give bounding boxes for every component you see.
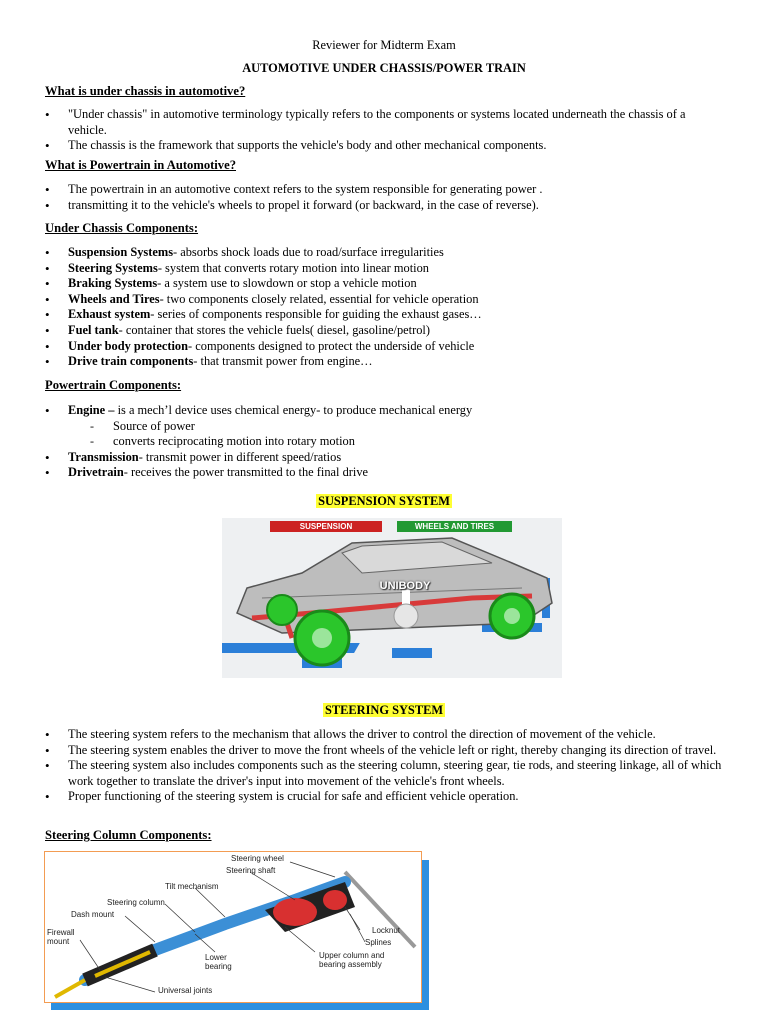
term: Suspension Systems <box>68 245 174 259</box>
list-item: • The steering system refers to the mechanism that allows the driver to control the direction of movement of the vehicle. <box>45 727 725 743</box>
list-item: • The powertrain in an automotive context refers to the system responsible for generating power . <box>45 182 725 198</box>
list-item <box>45 323 725 339</box>
list-item: • transmitting it to the vehicle's wheels to propel it forward (or backward, in the case of reverse). <box>45 198 725 214</box>
list-item: - Source of power <box>90 419 725 435</box>
steering-list <box>45 727 725 805</box>
desc: - series of components responsible for guiding the exhaust gases… <box>150 307 482 322</box>
powertrain-question: What is Powertrain in Automotive? <box>45 158 236 172</box>
diagram-shadow-bottom <box>51 1003 429 1010</box>
list-item <box>45 307 725 323</box>
engine-sublist <box>68 419 725 450</box>
desc: - receives the power transmitted to the final drive <box>123 465 369 480</box>
list-item <box>45 276 725 292</box>
doc-subtitle: AUTOMOTIVE UNDER CHASSIS/POWER TRAIN <box>242 61 526 75</box>
list-item <box>45 403 725 450</box>
under-chassis-components-heading: Under Chassis Components: <box>45 221 199 235</box>
under-chassis-list <box>45 107 725 154</box>
desc: - that transmit power from engine… <box>193 354 373 369</box>
list-item: • Proper functioning of the steering system is crucial for safe and efficient vehicle operation. <box>45 789 725 805</box>
label-firewall-mount: Firewall mount <box>47 928 75 946</box>
term: Exhaust system <box>68 307 151 322</box>
label-lower-bearing: Lower bearing <box>205 953 232 971</box>
list-item: • "Under chassis" in automotive terminology typically refers to the components or systems located underneath the chassis of a vehicle. <box>45 107 725 138</box>
under-chassis-question: What is under chassis in automotive? <box>45 84 246 98</box>
label-upper-column: Upper column and bearing assembly <box>319 951 385 969</box>
powertrain-components-list <box>45 403 725 481</box>
list-item <box>45 245 725 261</box>
unibody-label: UNIBODY <box>379 580 431 592</box>
powertrain-components-heading: Powertrain Components: <box>45 378 182 392</box>
steering-heading: STEERING SYSTEM <box>324 703 444 717</box>
steering-column-diagram <box>44 851 422 1003</box>
powertrain-list <box>45 182 725 213</box>
desc: - components designed to protect the underside of vehicle <box>188 338 475 353</box>
list-item <box>45 261 725 277</box>
desc: - a system use to slowdown or stop a vehicle motion <box>157 276 417 291</box>
unibody-car-image <box>222 518 562 678</box>
desc: - two components closely related, essential for vehicle operation <box>159 291 479 306</box>
desc: - transmit power in different speed/ratios <box>138 449 342 464</box>
doc-title: Reviewer for Midterm Exam <box>312 38 456 52</box>
term: Fuel tank <box>68 322 119 337</box>
list-item <box>45 465 725 481</box>
list-item <box>45 339 725 355</box>
diagram-shadow-right <box>422 860 429 1006</box>
suspension-heading-wrap <box>0 494 768 509</box>
car-illustration <box>222 518 562 678</box>
desc: is a mech’l device uses chemical energy- to produce mechanical energy <box>114 403 473 417</box>
term: Drive train components <box>68 354 194 369</box>
desc: - container that stores the vehicle fuels( diesel, gasoline/petrol) <box>118 322 430 337</box>
label-tilt-mechanism: Tilt mechanism <box>165 882 219 891</box>
list-item <box>45 292 725 308</box>
term: Braking Systems <box>68 276 158 291</box>
term: Steering Systems <box>68 260 158 275</box>
desc: - absorbs shock loads due to road/surface irregularities <box>173 245 444 259</box>
list-item: • The steering system also includes components such as the steering column, steering gear, tie rods, and steering linkage, all of which work together to translate the driver's input into movement of the vehicle's front wheels. <box>45 758 725 789</box>
desc: - system that converts rotary motion into linear motion <box>157 260 429 275</box>
list-item: - converts reciprocating motion into rotary motion <box>90 434 725 450</box>
label-steering-shaft: Steering shaft <box>226 866 276 875</box>
label-locknut: Locknut <box>372 926 401 935</box>
label-dash-mount: Dash mount <box>71 910 115 919</box>
label-steering-wheel: Steering wheel <box>231 854 284 863</box>
term: Drivetrain <box>68 465 124 480</box>
steering-heading-wrap <box>0 703 768 718</box>
label-steering-column: Steering column <box>107 898 165 907</box>
term: Under body protection <box>68 338 189 353</box>
term: Transmission <box>68 449 139 464</box>
list-item <box>45 354 725 370</box>
suspension-heading: SUSPENSION SYSTEM <box>318 494 450 508</box>
suspension-tag: SUSPENSION <box>270 521 382 532</box>
list-item: • The chassis is the framework that supports the vehicle's body and other mechanical components. <box>45 138 725 154</box>
label-splines: Splines <box>365 938 392 947</box>
steering-column-heading: Steering Column Components: <box>45 828 212 842</box>
label-universal-joints: Universal joints <box>158 986 213 995</box>
term: Wheels and Tires <box>68 291 160 306</box>
wheels-tires-tag: WHEELS AND TIRES <box>397 521 512 532</box>
term: Engine – <box>68 403 115 417</box>
under-chassis-components-list <box>45 245 725 370</box>
list-item <box>45 450 725 466</box>
list-item: • The steering system enables the driver to move the front wheels of the vehicle left or right, thereby changing its direction of travel. <box>45 743 725 759</box>
